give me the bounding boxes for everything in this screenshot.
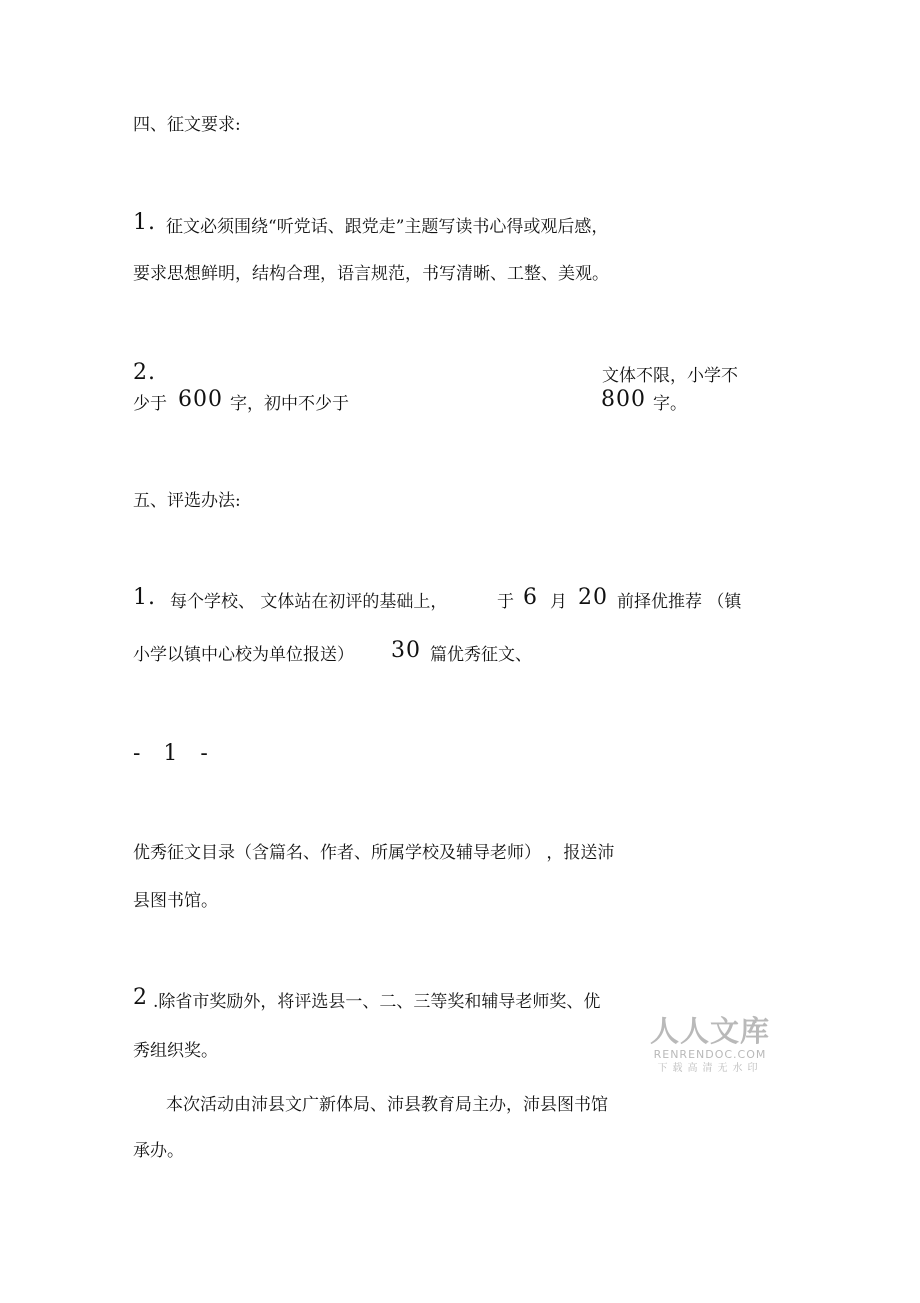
s5-item1-text-c: 月 — [550, 592, 567, 612]
s4-item1-line2: 要求思想鲜明，结构合理，语言规范，书写清晰、工整、美观。 — [133, 264, 609, 284]
s5-item1-line2-a: 小学以镇中心校为单位报送） — [133, 645, 354, 665]
continuation-line1: 优秀征文目录（含篇名、作者、所属学校及辅导老师） ，报送沛 — [133, 843, 615, 863]
closing-line2: 承办。 — [133, 1141, 184, 1161]
s5-item1-text-b: 于 — [497, 592, 514, 612]
s5-item1-count: 30 — [391, 638, 421, 663]
s5-item1-text-a: 每个学校、 文体站在初评的基础上， — [170, 592, 448, 612]
watermark-url: RENRENDOC.COM — [653, 1048, 767, 1061]
s4-item2-right-top: 文体不限，小学不 — [602, 366, 738, 386]
s5-item2-number: 2 — [133, 985, 148, 1010]
watermark — [648, 1014, 772, 1075]
s4-item1-line1: 征文必须围绕“听党话、跟党走”主题写读书心得或观后感， — [166, 217, 609, 237]
section5-heading: 五、评选办法: — [133, 491, 241, 511]
s5-item2-line1: .除省市奖励外，将评选县一、二、三等奖和辅导老师奖、优 — [153, 992, 601, 1012]
section4-heading: 四、征文要求: — [133, 115, 241, 135]
continuation-line2: 县图书馆。 — [133, 891, 218, 911]
s4-item2-left-a: 少于 — [133, 394, 167, 414]
page-number: - 1 - — [133, 741, 216, 766]
s5-item2-line2: 秀组织奖。 — [133, 1041, 218, 1061]
closing-line1: 本次活动由沛县文广新体局、沛县教育局主办，沛县图书馆 — [166, 1095, 608, 1115]
s4-item2-right-b: 字。 — [653, 394, 687, 414]
s5-item1-number: 1. — [133, 585, 156, 610]
s4-item2-800: 800 — [601, 387, 646, 412]
s5-item1-text-d: 前择优推荐 （镇 — [617, 592, 742, 612]
s5-item1-line2-b: 篇优秀征文、 — [430, 645, 532, 665]
s5-item1-month: 6 — [523, 585, 538, 610]
s4-item2-left-b: 字，初中不少于 — [230, 394, 349, 414]
watermark-subtitle: 下载高清无水印 — [657, 1063, 763, 1074]
watermark-title: 人人文库 — [649, 1014, 770, 1048]
s4-item1-number: 1. — [133, 210, 156, 235]
s5-item1-day: 20 — [578, 585, 608, 610]
s4-item2-number: 2. — [133, 360, 156, 385]
s4-item2-600: 600 — [178, 387, 223, 412]
